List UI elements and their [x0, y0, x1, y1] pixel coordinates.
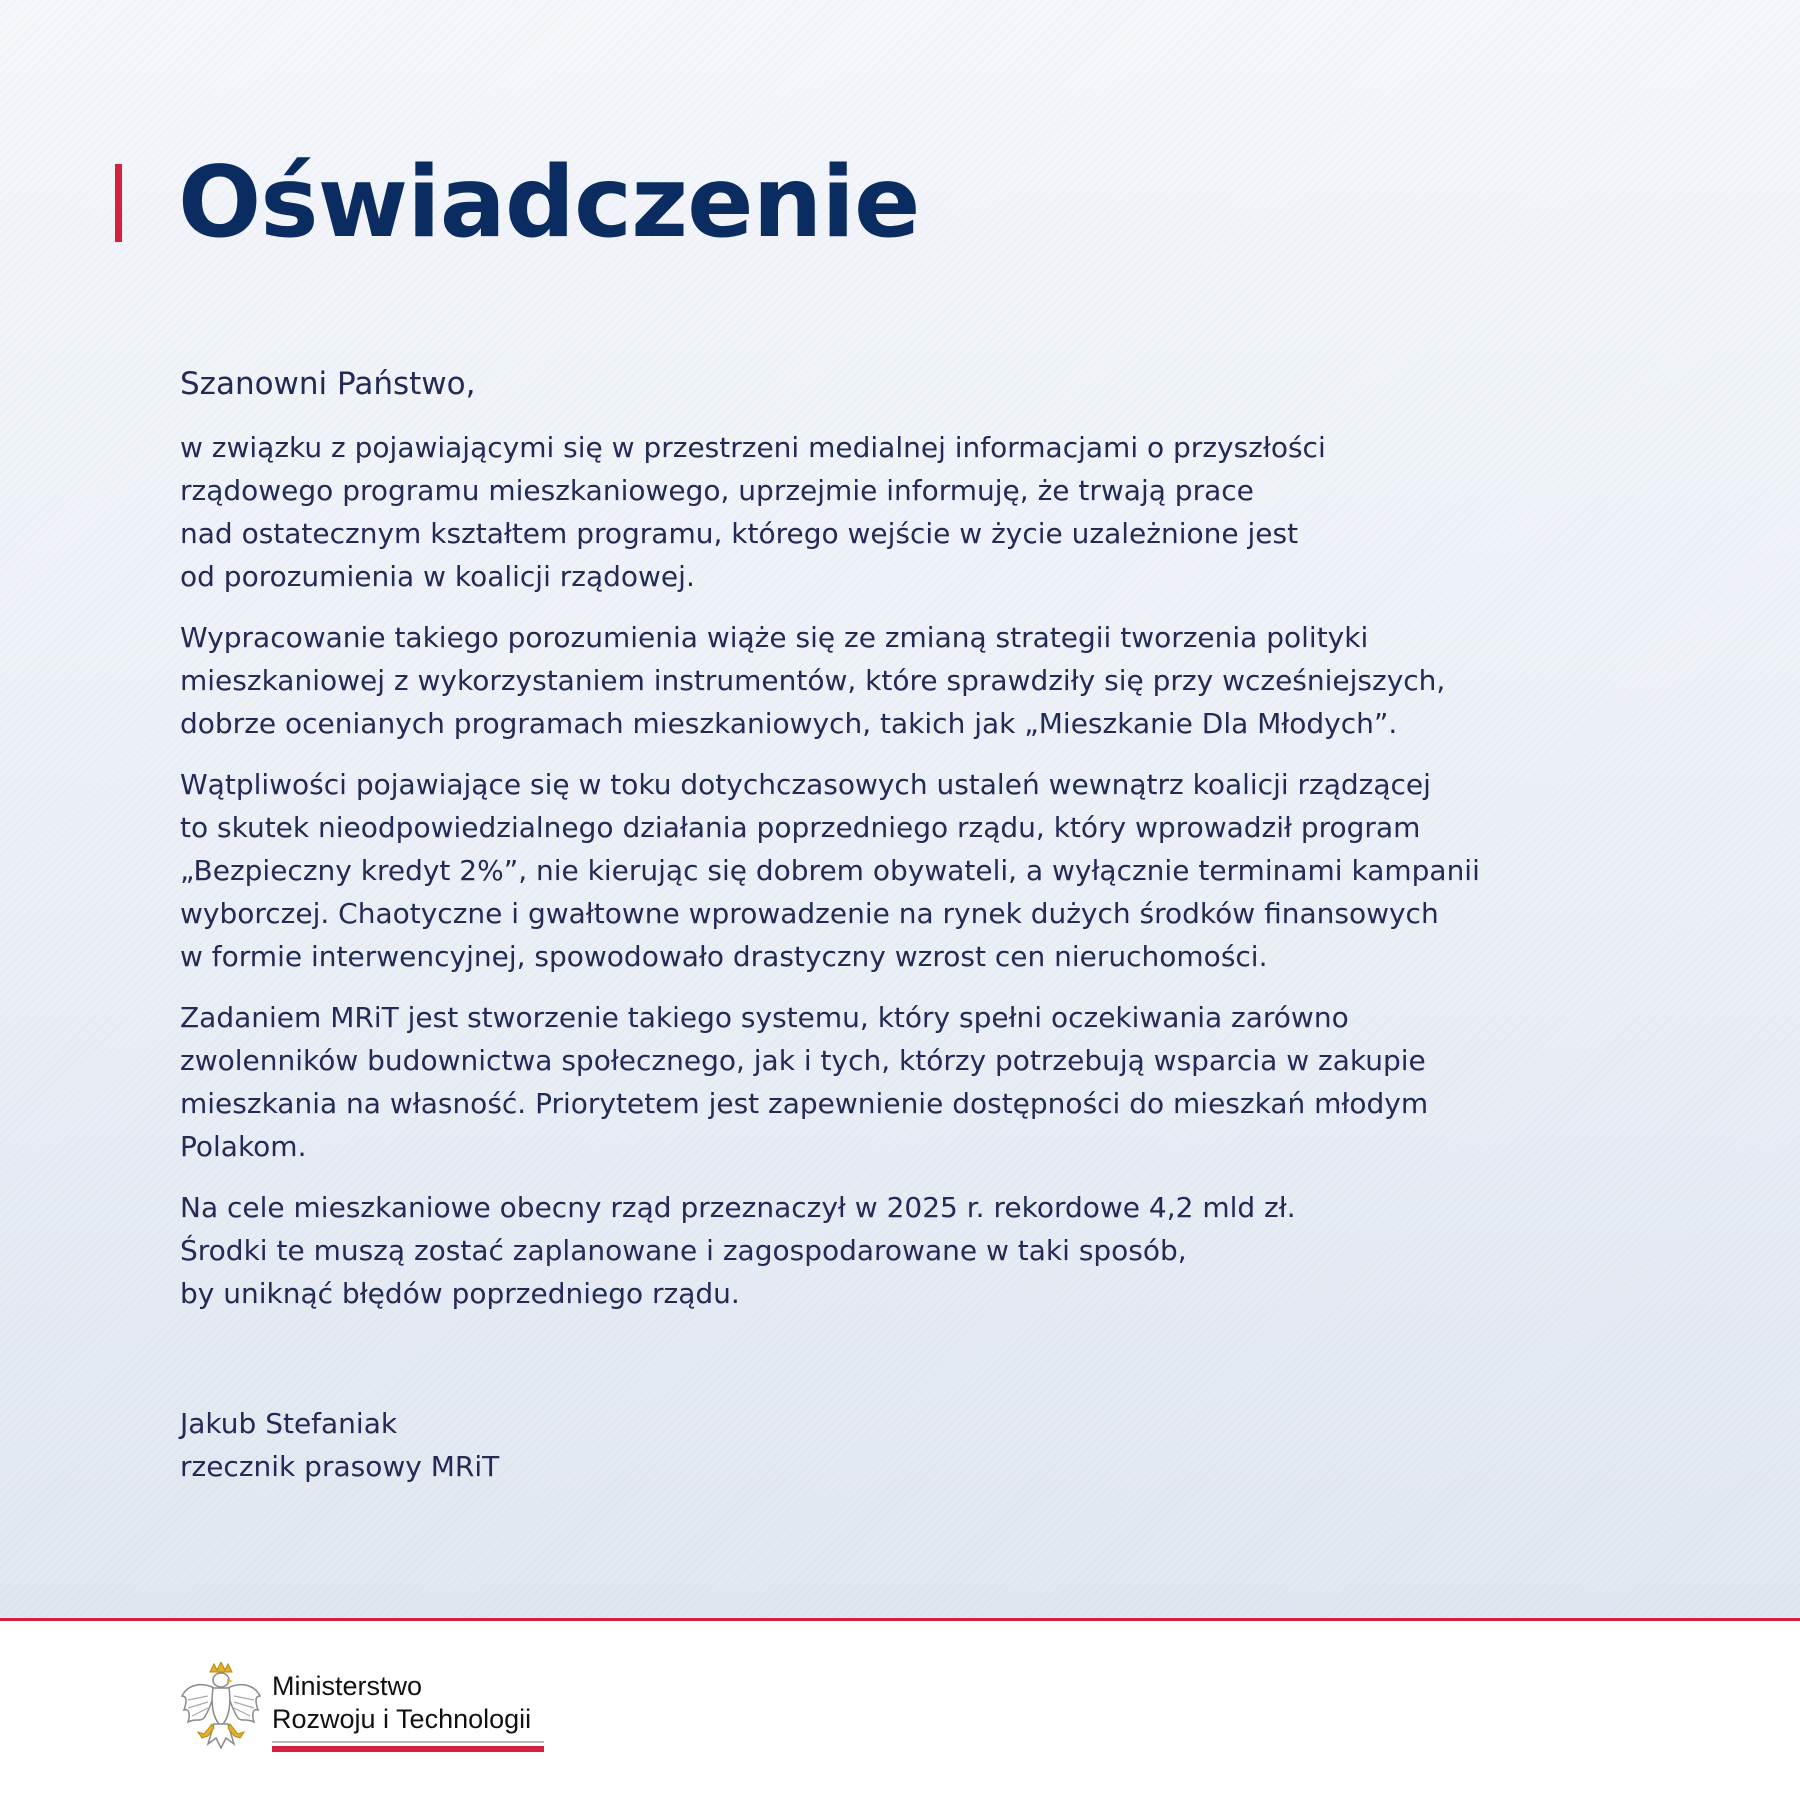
paragraph-5 [180, 1186, 1580, 1315]
paragraph-line: wyborczej. Chaotyczne i gwałtowne wprowadzenie na rynek dużych środków finansowych [180, 897, 1439, 930]
logo-underline-grey [272, 1741, 544, 1743]
paragraph-line: nad ostatecznym kształtem programu, którego wejście w życie uzależnione jest [180, 517, 1299, 550]
signature-block [180, 1402, 499, 1488]
paragraph-line: „Bezpieczny kredyt 2%”, nie kierując się dobrem obywateli, a wyłącznie terminami kampanii [180, 854, 1480, 887]
paragraph-line: w związku z pojawiającymi się w przestrzeni medialnej informacjami o przyszłości [180, 431, 1326, 464]
polish-eagle-icon [178, 1662, 264, 1758]
paragraph-3 [180, 763, 1580, 978]
paragraph-line: Wątpliwości pojawiające się w toku dotychczasowych ustaleń wewnątrz koalicji rządzącej [180, 768, 1431, 801]
letter-body [180, 360, 1580, 1333]
ministry-logo [178, 1662, 578, 1762]
signature-role: rzecznik prasowy MRiT [180, 1450, 500, 1483]
ministry-name-line2: Rozwoju i Technologii [272, 1704, 532, 1734]
title-accent-bar [115, 164, 122, 242]
paragraph-line: Na cele mieszkaniowe obecny rząd przeznaczył w 2025 r. rekordowe 4,2 mld zł. [180, 1191, 1296, 1224]
paragraph-1 [180, 426, 1580, 598]
paragraph-line: Wypracowanie takiego porozumienia wiąże się ze zmianą strategii tworzenia polityki [180, 621, 1369, 654]
paragraph-line: to skutek nieodpowiedzialnego działania poprzedniego rządu, który wprowadził program [180, 811, 1421, 844]
paragraph-line: Środki te muszą zostać zaplanowane i zagospodarowane w taki sposób, [180, 1234, 1187, 1267]
ministry-name-line1: Ministerstwo [272, 1671, 423, 1701]
paragraph-4 [180, 996, 1580, 1168]
footer-divider [0, 1618, 1800, 1621]
paragraph-line: w formie interwencyjnej, spowodowało drastyczny wzrost cen nieruchomości. [180, 940, 1268, 973]
paragraph-line: Zadaniem MRiT jest stworzenie takiego systemu, który spełni oczekiwania zarówno [180, 1001, 1349, 1034]
paragraph-line: mieszkania na własność. Priorytetem jest zapewnienie dostępności do mieszkań młodym [180, 1087, 1429, 1120]
page-title: Oświadczenie [178, 146, 920, 260]
paragraph-line: od porozumienia w koalicji rządowej. [180, 560, 695, 593]
paragraph-line: by uniknąć błędów poprzedniego rządu. [180, 1277, 740, 1310]
paragraph-line: mieszkaniowej z wykorzystaniem instrumentów, które sprawdziły się przy wcześniejszych, [180, 664, 1446, 697]
logo-underline-red [272, 1746, 544, 1752]
salutation: Szanowni Państwo, [180, 366, 476, 402]
ministry-name [272, 1670, 531, 1736]
paragraph-line: zwolenników budownictwa społecznego, jak i tych, którzy potrzebują wsparcia w zakupie [180, 1044, 1426, 1077]
paragraph-line: rządowego programu mieszkaniowego, uprzejmie informuję, że trwają prace [180, 474, 1254, 507]
paragraph-line: dobrze ocenianych programach mieszkaniowych, takich jak „Mieszkanie Dla Młodych”. [180, 707, 1398, 740]
paragraph-line: Polakom. [180, 1130, 307, 1163]
paragraph-2 [180, 616, 1580, 745]
signature-name: Jakub Stefaniak [180, 1407, 398, 1440]
